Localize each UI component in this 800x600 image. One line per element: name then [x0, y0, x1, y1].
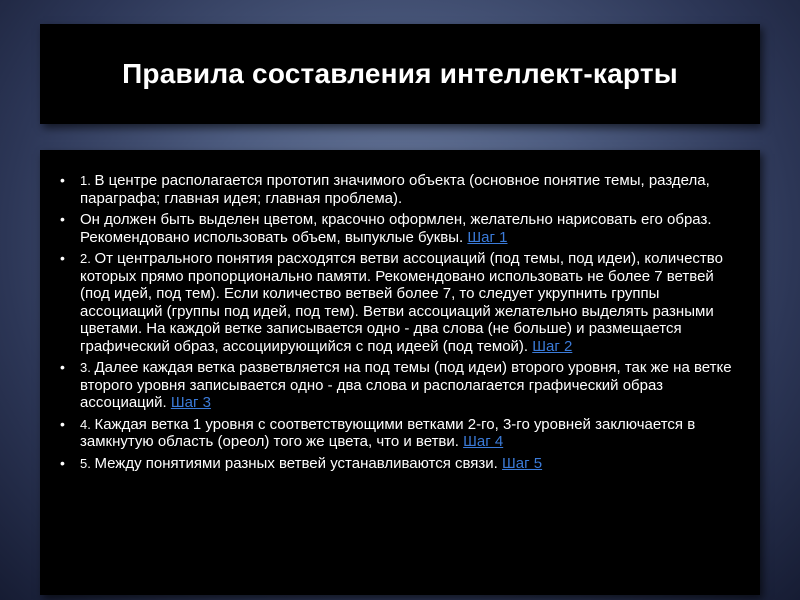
item-number: 1. [80, 173, 95, 188]
step-5-link[interactable]: Шаг 5 [502, 454, 543, 472]
list-item [60, 415, 744, 451]
list-item [60, 250, 744, 355]
bullet-icon: • [60, 359, 65, 375]
list-item [60, 359, 744, 412]
slide-title: Правила составления интеллект-карты [122, 58, 678, 89]
item-number: 4. [80, 416, 95, 432]
item-number: 3. [80, 360, 95, 375]
bullet-icon: • [60, 454, 65, 471]
step-3-link[interactable]: Шаг 3 [170, 394, 211, 411]
item-text: В центре располагается прототип значимого объекта (основное понятие темы, раздела, параграфа; главная идея; главная проблема). [80, 172, 710, 207]
item-text: Между понятиями разных ветвей устанавливаются связи. [94, 454, 503, 472]
step-1-link[interactable]: Шаг 1 [467, 228, 508, 246]
content-panel [40, 150, 760, 595]
step-4-link[interactable]: Шаг 4 [463, 433, 504, 450]
step-2-link[interactable]: Шаг 2 [532, 337, 573, 355]
title-panel [40, 24, 760, 124]
item-number: 5. [80, 455, 95, 471]
item-text: Далее каждая ветка разветвляется на под темы (под идеи) второго уровня, так же на ветке второго уровня записывается одно - два слова и располагается графический образ ассоциаций. [80, 359, 732, 411]
item-text: От центрального понятия расходятся ветви ассоциаций (под темы, под идеи), количество которых прямо пропорционально памяти. Рекомендовано использовать не более 7 ветвей (под идей, под тем). Если количество ветвей более 7, то следует укрупнить группы ассоциаций (группы под идей, под тем). Ветви ассоциаций желательно выделять разными цветами. На каждой ветке записывается одно - два слова (не больше) и размещается графический образ, ассоциирующийся с под идеей (под темой). [80, 250, 723, 355]
bullet-icon: • [60, 211, 65, 227]
item-number: 2. [80, 251, 95, 266]
list-item [60, 211, 744, 246]
item-text: Каждая ветка 1 уровня с соответствующими ветками 2-го, 3-го уровней заключается в замкнутую область (ореол) того же цвета, что и ветви. [80, 415, 696, 450]
bullet-list [40, 150, 760, 472]
bullet-icon: • [60, 415, 65, 432]
list-item [60, 172, 744, 207]
list-item [60, 454, 744, 473]
bullet-icon: • [60, 250, 65, 266]
bullet-icon: • [60, 172, 65, 188]
item-text: Он должен быть выделен цветом, красочно оформлен, желательно нарисовать его образ. Рекомендовано использовать объем, выпуклые буквы. [80, 211, 712, 246]
